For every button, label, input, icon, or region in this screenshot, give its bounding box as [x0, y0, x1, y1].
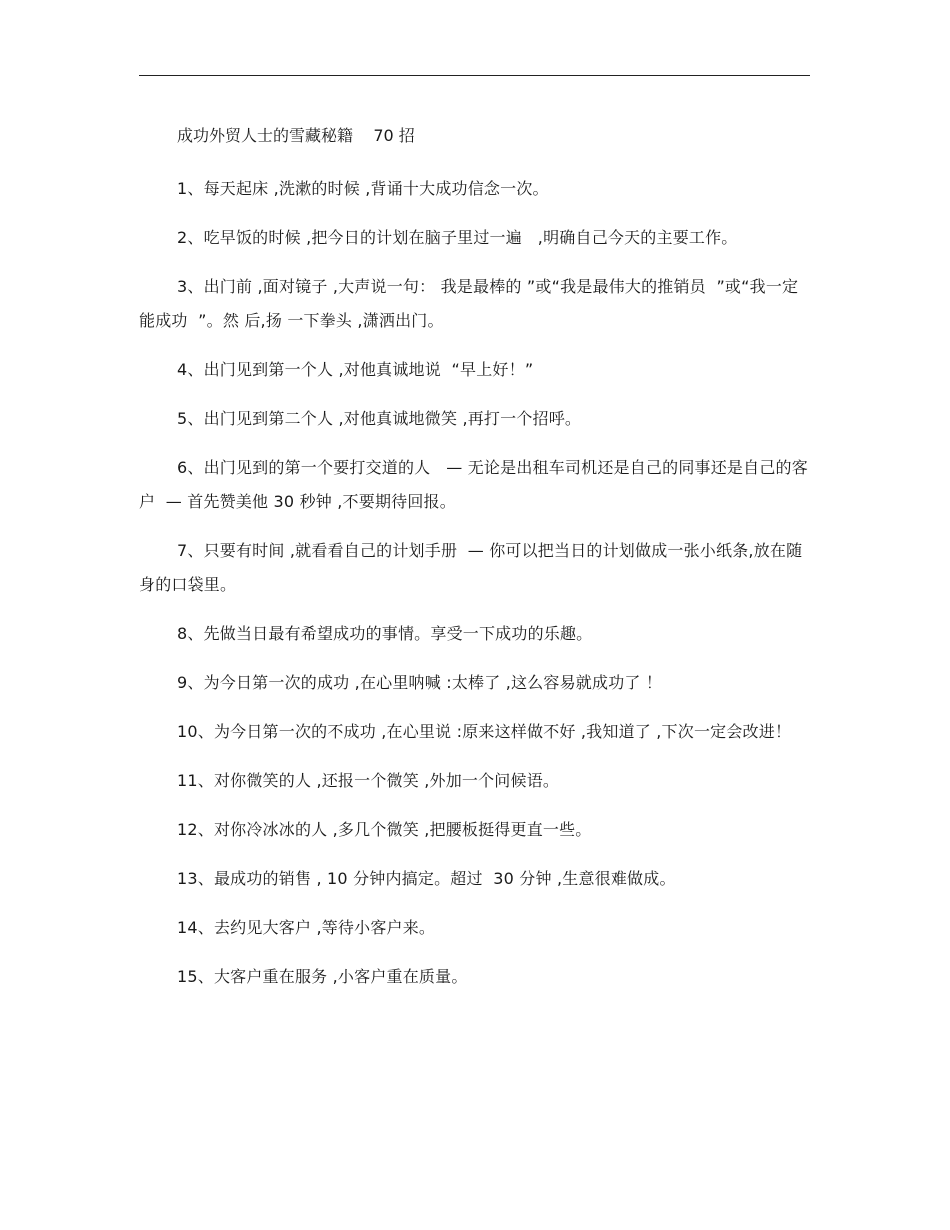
list-item-9: 9、为今日第一次的成功 ,在心里呐喊 :太棒了 ,这么容易就成功了 ！ — [177, 673, 663, 692]
document-title: 成功外贸人士的雪藏秘籍 70 招 — [177, 126, 415, 145]
list-item-8: 8、先做当日最有希望成功的事情。享受一下成功的乐趣。 — [177, 624, 593, 643]
list-item-3: 3、出门前 ,面对镜子 ,大声说一句： 我是最棒的 ”或“我是最伟大的推销员 ”或“我一定能成功 ”。然 后,扬 一下拳头 ,潇洒出门。 — [139, 277, 799, 330]
list-item-2: 2、吃早饭的时候 ,把今日的计划在脑子里过一遍 ,明确自己今天的主要工作。 — [177, 228, 738, 247]
list-item-10: 10、为今日第一次的不成功 ,在心里说 :原来这样做不好 ,我知道了 ,下次一定会改进！ — [177, 722, 792, 741]
list-item-7: 7、只要有时间 ,就看看自己的计划手册 — 你可以把当日的计划做成一张小纸条,放在随身的口袋里。 — [139, 541, 803, 594]
list-item-13: 13、最成功的销售 , 10 分钟内搞定。超过 30 分钟 ,生意很难做成。 — [177, 869, 676, 888]
list-item-14: 14、去约见大客户 ,等待小客户来。 — [177, 918, 436, 937]
list-item-6: 6、出门见到的第一个要打交道的人 — 无论是出租车司机还是自己的同事还是自己的客户 — 首先赞美他 30 秒钟 ,不要期待回报。 — [139, 458, 808, 511]
list-item-1: 1、每天起床 ,洗漱的时候 ,背诵十大成功信念一次。 — [177, 179, 549, 198]
document-body — [139, 123, 810, 1013]
list-item-5: 5、出门见到第二个人 ,对他真诚地微笑 ,再打一个招呼。 — [177, 409, 582, 428]
list-item-15: 15、大客户重在服务 ,小客户重在质量。 — [177, 967, 468, 986]
list-item-11: 11、对你微笑的人 ,还报一个微笑 ,外加一个问候语。 — [177, 771, 560, 790]
header-rule — [139, 75, 810, 76]
list-item-4: 4、出门见到第一个人 ,对他真诚地说 “早上好！” — [177, 360, 534, 379]
list-item-12: 12、对你冷冰冰的人 ,多几个微笑 ,把腰板挺得更直一些。 — [177, 820, 592, 839]
